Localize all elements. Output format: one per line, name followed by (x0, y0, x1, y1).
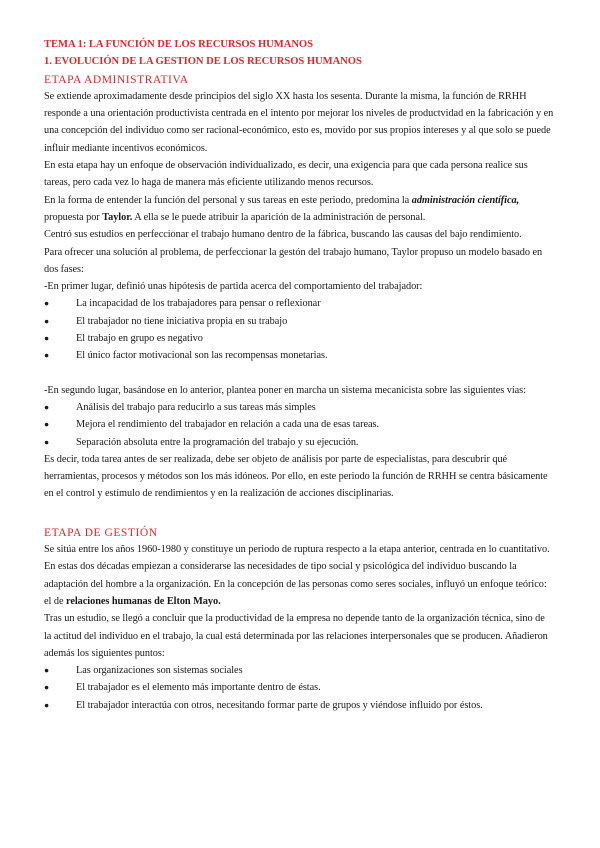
list-item-text: El trabajo en grupo es negativo (76, 333, 203, 345)
heading-etapa-gestion: ETAPA DE GESTIÓN (44, 525, 158, 539)
list-item-text: El trabajador es el elemento más importante dentro de éstas. (76, 682, 321, 694)
bullet-list-vias (44, 399, 554, 451)
paragraph: Para ofrecer una solución al problema, de perfeccionar la gestón del trabajo humano, Taylor propuso un modelo basado en dos fases: (44, 246, 543, 275)
list-item-text: El único factor motivacional son las recompensas monetarias. (76, 350, 328, 362)
paragraph-elton-mayo (44, 541, 554, 610)
list-item (44, 295, 554, 312)
paragraph: Se extiende aproximadamente desde principios del siglo XX hasta los sesenta. Durante la misma, la función de RRHH responde a una orientación productivista centrada en el intento por mejorar los niveles de productvidad en la fabricación y en una concepción del individuo como ser racional-económico, esto es, movido por sus propios intereses y al que solo se puede influir mediante incentivos económicos. (44, 90, 554, 154)
list-item-text: Mejora el rendimiento del trabajador en relación a cada una de esas tareas. (76, 419, 380, 431)
paragraph: Es decir, toda tarea antes de ser realizada, debe ser objeto de análisis por parte de especialistas, para descubrir qué herramientas, procesos y métodos son los más idóneos. Por ello, en este periodo la función de RRHH se centra básicamente en el control y estímulo de rendimientos y en la realización de acciones disciplinarias. (44, 453, 548, 500)
heading-etapa-administrativa: ETAPA ADMINISTRATIVA (44, 72, 189, 86)
bullet-icon: ● (44, 401, 50, 412)
spacer (44, 503, 554, 524)
list-item (44, 313, 554, 330)
paragraph: En esta etapa hay un enfoque de observación individualizado, es decir, una exigencia para que cada persona realice sus tareas, pero cada vez lo haga de manera más eficiente utilizando menos recursos. (44, 160, 528, 189)
list-item-text: Análisis del trabajo para reducirlo a sus tareas más simples (76, 401, 316, 413)
paragraph: -En primer lugar, definió unas hipótesis de partida acerca del comportamiento del trabajador: (44, 281, 423, 293)
list-item (44, 416, 554, 433)
list-item (44, 434, 554, 451)
bullet-icon: ● (44, 699, 50, 710)
bullet-icon: ● (44, 315, 50, 326)
text-run: Se sitúa entre los años 1960-1980 y constituye un periodo de ruptura respecto a la etapa anterior, centrada en lo cuantitativo. En estas dos décadas empiezan a considerarse las necesidades de tipo social y psicológica del individuo buscando la adaptación del hombre a la organización. En la concepción de las personas como seres sociales, influyó un enfoque teórico: el de (44, 544, 550, 607)
list-item-text: El trabajador interactúa con otros, necesitando formar parte de grupos y viéndose influido por éstos. (76, 699, 483, 711)
paragraph: Tras un estudio, se llegó a concluir que la productividad de la empresa no depende tanto de la organización técnica, sino de la actitud del individuo en el trabajo, la cual está determinada por las relaciones interpersonales que se producen. Añadieron además los siguientes puntos: (44, 613, 548, 659)
bullet-list-puntos (44, 662, 554, 714)
list-item (44, 347, 554, 364)
text-run: A ella se le puede atribuir la aparición de la administración de personal. (132, 211, 426, 223)
bullet-icon: ● (44, 350, 50, 361)
bullet-icon: ● (44, 436, 50, 447)
text-run: En la forma de entender la función del personal y sus tareas en este periodo, predomina la (44, 194, 412, 206)
bullet-icon: ● (44, 682, 50, 693)
spacer (44, 365, 554, 382)
list-item-text: El trabajador no tiene iniciativa propia en su trabajo (76, 315, 288, 327)
list-item-text: Separación absoluta entre la programación del trabajo y su ejecución. (76, 436, 359, 448)
list-item (44, 679, 554, 696)
bullet-icon: ● (44, 333, 50, 344)
list-item (44, 330, 554, 347)
list-item (44, 662, 554, 679)
bullet-list-hipotesis (44, 295, 554, 364)
bullet-icon: ● (44, 298, 50, 309)
paragraph: Centró sus estudios en perfeccionar el trabajo humano dentro de la fábrica, buscando las causas del bajo rendimiento. (44, 229, 522, 241)
emphasis-taylor: Taylor. (102, 211, 133, 223)
list-item-text: La incapacidad de los trabajadores para pensar o reflexionar (76, 298, 321, 310)
list-item (44, 399, 554, 416)
list-item (44, 697, 554, 714)
paragraph-taylor (44, 192, 554, 227)
emphasis-administracion-cientifica: administración científica, (411, 194, 520, 206)
text-run: propuesta por (44, 211, 103, 223)
emphasis-elton-mayo: relaciones humanas de Elton Mayo. (66, 595, 221, 607)
bullet-icon: ● (44, 665, 50, 676)
document-title: TEMA 1: LA FUNCIÓN DE LOS RECURSOS HUMANOS (44, 39, 313, 50)
paragraph: -En segundo lugar, basándose en lo anterior, plantea poner en marcha un sistema mecanicista sobre las siguientes vías: (44, 384, 526, 396)
bullet-icon: ● (44, 419, 50, 430)
list-item-text: Las organizaciones son sistemas sociales (76, 665, 243, 677)
section-title: 1. EVOLUCIÓN DE LA GESTION DE LOS RECURSOS HUMANOS (44, 56, 362, 68)
